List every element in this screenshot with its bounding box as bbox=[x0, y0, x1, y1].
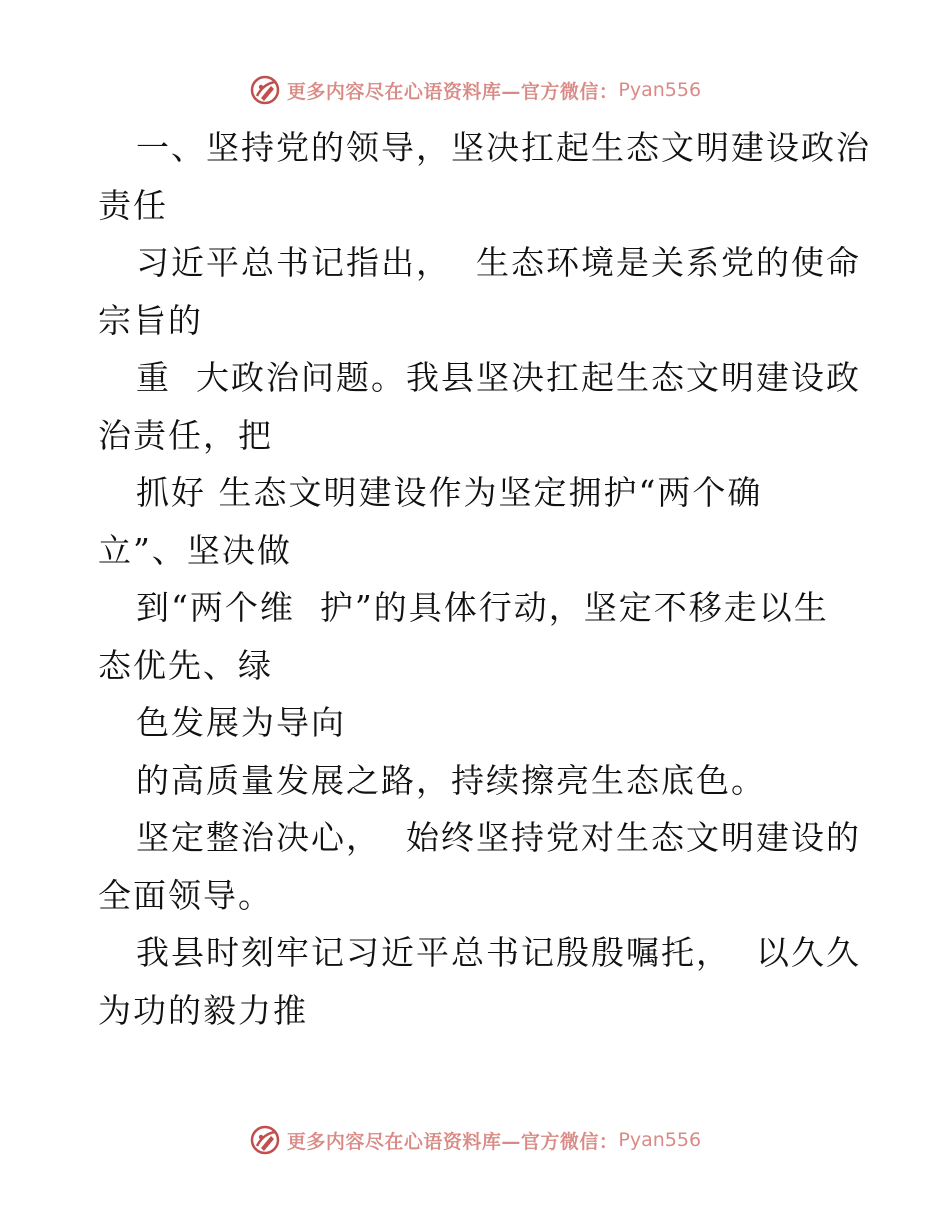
text-line: 习近平总书记指出， 生态环境是关系党的使命 bbox=[136, 243, 861, 282]
text-line: 的高质量发展之路，持续擦亮生态底色。 bbox=[136, 760, 766, 800]
text-line: 到“两个维 护”的具体行动，坚定不移走以生 bbox=[136, 588, 829, 627]
text-line: 宗旨的 bbox=[98, 300, 203, 340]
text-line: 坚定整治决心， 始终坚持党对生态文明建设的 bbox=[136, 818, 861, 857]
text-line: 色发展为导向 bbox=[136, 703, 346, 742]
banner-site-text: 更多内容尽在心语资料库—官方微信： bbox=[286, 80, 619, 103]
pen-logo-icon bbox=[249, 74, 281, 106]
pen-logo-icon bbox=[249, 1124, 281, 1156]
banner-wechat-handle: Pyan556 bbox=[618, 1129, 702, 1151]
text-line: 重 大政治问题。我县坚决扛起生态文明建设政 bbox=[136, 358, 861, 397]
text-line: 一、坚持党的领导，坚决扛起生态文明建设政治 bbox=[136, 128, 871, 167]
document-body bbox=[98, 119, 871, 1039]
text-line: 全面领导。 bbox=[98, 875, 273, 915]
header-watermark-banner bbox=[0, 70, 950, 110]
text-line: 为功的毅力推 bbox=[98, 990, 308, 1030]
text-line: 我县时刻牢记习近平总书记殷殷嘱托， 以久久 bbox=[136, 933, 861, 972]
text-line: 责任 bbox=[98, 185, 168, 225]
banner-wechat-handle: Pyan556 bbox=[618, 79, 702, 101]
text-line: 立”、坚决做 bbox=[98, 530, 292, 570]
text-line: 态优先、绿 bbox=[98, 645, 273, 685]
text-line: 抓好 生态文明建设作为坚定拥护“两个确 bbox=[136, 473, 763, 512]
banner-site-text: 更多内容尽在心语资料库—官方微信： bbox=[286, 1130, 619, 1153]
text-line: 治责任，把 bbox=[98, 415, 273, 455]
footer-watermark-banner bbox=[0, 1120, 950, 1160]
